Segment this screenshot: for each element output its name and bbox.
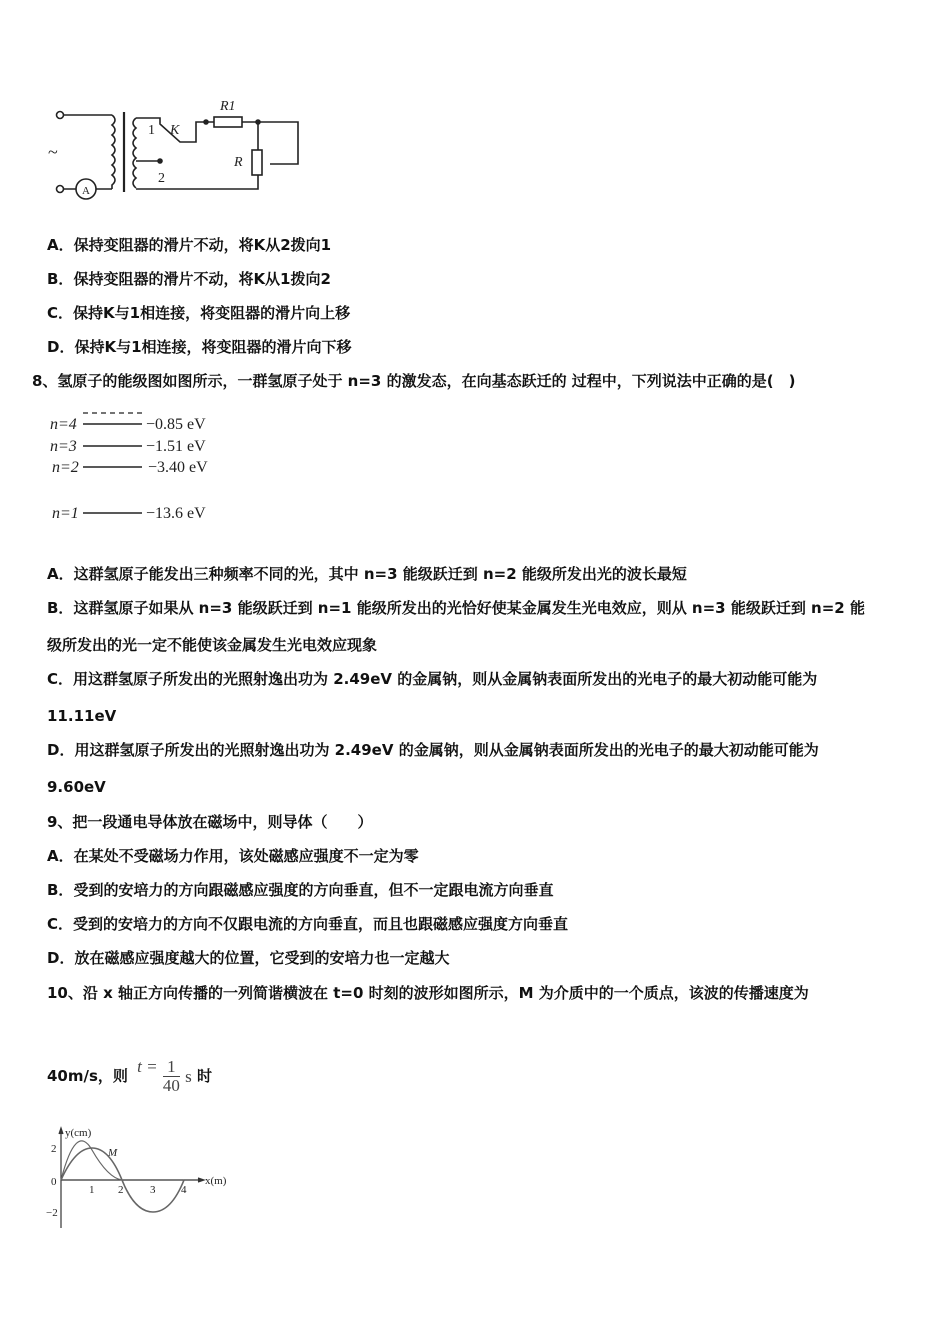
q10-stem: 10、沿 x 轴正方向传播的一列简谐横波在 t=0 时刻的波形如图所示，M 为介质中的一个质点，该波的传播速度为 bbox=[47, 984, 809, 1002]
q7-option-b: B．保持变阻器的滑片不动，将K从1拨向2 bbox=[47, 270, 331, 288]
svg-text:−1.51 eV: −1.51 eV bbox=[146, 438, 206, 455]
svg-text:−13.6 eV: −13.6 eV bbox=[146, 505, 206, 522]
svg-text:−2: −2 bbox=[46, 1207, 58, 1219]
svg-text:n=2: n=2 bbox=[52, 459, 79, 476]
transformer-circuit-figure bbox=[40, 90, 300, 210]
svg-text:n=4: n=4 bbox=[50, 416, 77, 433]
svg-text:2: 2 bbox=[158, 171, 165, 186]
q7-option-d: D．保持K与1相连接，将变阻器的滑片向下移 bbox=[47, 338, 352, 356]
q8-option-a: A．这群氢原子能发出三种频率不同的光，其中 n=3 能级跃迁到 n=2 能级所发出光的波长最短 bbox=[47, 565, 687, 583]
q8-option-b-cont: 级所发出的光一定不能使该金属发生光电效应现象 bbox=[47, 636, 378, 654]
svg-text:n=3: n=3 bbox=[50, 438, 77, 455]
svg-text:R1: R1 bbox=[220, 99, 236, 114]
svg-text:y(cm): y(cm) bbox=[65, 1127, 92, 1139]
svg-text:2: 2 bbox=[118, 1184, 124, 1196]
svg-text:0: 0 bbox=[51, 1176, 57, 1188]
svg-text:x(m): x(m) bbox=[205, 1175, 227, 1187]
q8-stem: 8、氢原子的能级图如图所示，一群氢原子处于 n=3 的激发态，在向基态跃迁的 过程中，下列说法中正确的是( ) bbox=[32, 372, 796, 390]
svg-text:A: A bbox=[82, 185, 90, 197]
svg-text:−3.40 eV: −3.40 eV bbox=[148, 459, 208, 476]
svg-text:M: M bbox=[108, 1147, 118, 1159]
svg-text:n=1: n=1 bbox=[52, 505, 79, 522]
q8-option-c: C．用这群氢原子所发出的光照射逸出功为 2.49eV 的金属钠，则从金属钠表面所发出的光电子的最大初动能可能为 bbox=[47, 670, 818, 688]
q7-option-a: A．保持变阻器的滑片不动，将K从2拨向1 bbox=[47, 236, 332, 254]
svg-text:−0.85 eV: −0.85 eV bbox=[146, 416, 206, 433]
svg-text:4: 4 bbox=[181, 1184, 187, 1196]
q8-option-d-cont: 9.60eV bbox=[47, 778, 106, 796]
q8-option-d: D．用这群氢原子所发出的光照射逸出功为 2.49eV 的金属钠，则从金属钠表面所发出的光电子的最大初动能可能为 bbox=[47, 741, 819, 759]
svg-text:1: 1 bbox=[89, 1184, 95, 1196]
q9-stem: 9、把一段通电导体放在磁场中，则导体（ ） bbox=[47, 813, 373, 831]
fraction: $\frac{1}{40}$ bbox=[162, 1057, 180, 1095]
wave-graph bbox=[40, 1120, 240, 1230]
svg-text:R: R bbox=[234, 155, 243, 170]
svg-text:K: K bbox=[170, 123, 180, 138]
label-tilde: ~ bbox=[48, 142, 58, 162]
q9-option-c: C．受到的安培力的方向不仅跟电流的方向垂直，而且也跟磁感应强度方向垂直 bbox=[47, 915, 569, 933]
q8-option-c-cont: 11.11eV bbox=[47, 707, 117, 725]
q9-option-b: B．受到的安培力的方向跟磁感应强度的方向垂直，但不一定跟电流方向垂直 bbox=[47, 881, 554, 899]
q10-line2: 40m/s，则 t = $\frac{1}{40}$ s 时 bbox=[47, 1057, 212, 1095]
q9-option-a: A．在某处不受磁场力作用，该处磁感应强度不一定为零 bbox=[47, 847, 419, 865]
q9-option-d: D．放在磁感应强度越大的位置，它受到的安培力也一定越大 bbox=[47, 949, 450, 967]
svg-text:3: 3 bbox=[150, 1184, 156, 1196]
svg-text:2: 2 bbox=[51, 1143, 57, 1155]
q8-option-b: B．这群氢原子如果从 n=3 能级跃迁到 n=1 能级所发出的光恰好使某金属发生光电效应，则从 n=3 能级跃迁到 n=2 能 bbox=[47, 599, 865, 617]
q7-option-c: C．保持K与1相连接，将变阻器的滑片向上移 bbox=[47, 304, 351, 322]
svg-text:1: 1 bbox=[148, 123, 155, 138]
energy-level-diagram bbox=[40, 400, 240, 530]
